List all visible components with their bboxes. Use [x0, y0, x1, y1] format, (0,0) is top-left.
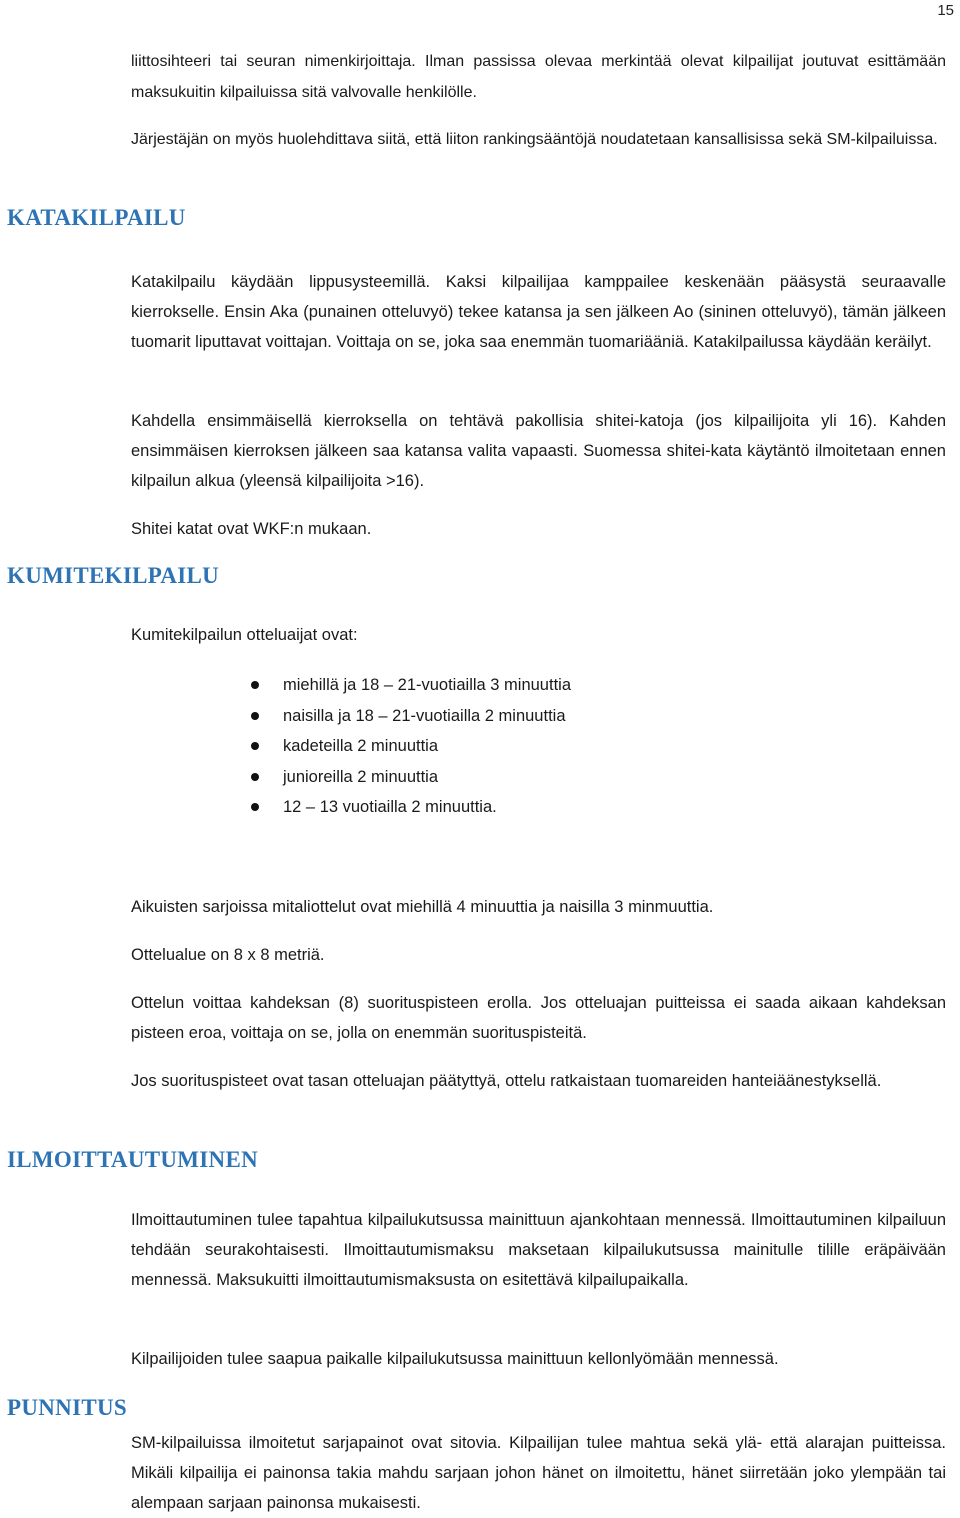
list-item [251, 792, 571, 823]
ilmoittautuminen-paragraph-1: Ilmoittautuminen tulee tapahtua kilpailukutsussa mainittuun ajankohtaan mennessä. Ilmoittautuminen kilpailuun tehdään seurakohtaisesti. Ilmoittautumismaksu maksetaan kilpailukutsussa mainitulle tilille eräpäivään mennessä. Maksukuitti ilmoittautumismaksusta on esitettävä kilpailupaikalla. [131, 1211, 946, 1289]
intro-paragraph-1: liittosihteeri tai seuran nimenkirjoittaja. Ilman passissa olevaa merkintää olevat kilpailijat joutuvat esittämään maksukuitin kilpailuissa sitä valvovalle henkilölle. [131, 53, 946, 101]
bullet-icon [251, 742, 259, 750]
kumite-paragraph-4: Jos suorituspisteet ovat tasan otteluajan päätyttyä, ottelu ratkaistaan tuomareiden hanteiäänestyksellä. [131, 1072, 882, 1090]
kata-paragraph-2: Kahdella ensimmäisellä kierroksella on tehtävä pakollisia shitei-katoja (jos kilpailijoita yli 16). Kahden ensimmäisen kierroksen jälkeen saa katansa valita vapaasti. Suomessa shitei-kata käytäntö ilmoitetaan ennen kilpailun alkua (yleensä kilpailijoita >16). [131, 412, 946, 490]
list-item [251, 670, 571, 701]
kata-paragraph-1: Katakilpailu käydään lippusysteemillä. Kaksi kilpailijaa kamppailee keskenään pääsystä seuraavalle kierrokselle. Ensin Aka (punainen otteluvyö) tekee katansa ja sen jälkeen Ao (sininen otteluvyö), tämän jälkeen tuomarit liputtavat voittajan. Voittaja on se, joka saa enemmän tuomariääniä. Katakilpailussa käydään keräilyt. [131, 273, 946, 351]
list-item [251, 762, 571, 793]
bullet-icon [251, 681, 259, 689]
kata-paragraph-3: Shitei katat ovat WKF:n mukaan. [131, 520, 372, 538]
kumite-paragraph-1: Aikuisten sarjoissa mitaliottelut ovat miehillä 4 minuuttia ja naisilla 3 minmuuttia. [131, 898, 714, 916]
section-heading-kumitekilpailu: KUMITEKILPAILU [7, 563, 220, 588]
punnitus-paragraph-1: SM-kilpailuissa ilmoitetut sarjapainot ovat sitovia. Kilpailijan tulee mahtua sekä ylä- että alarajan puitteissa. Mikäli kilpailija ei painonsa takia mahdu sarjaan johon hänet on ilmoitettu, hänet siirretään joko ylempään tai alempaan sarjaan painonsa mukaisesti. [131, 1434, 946, 1512]
list-item-text: 12 – 13 vuotiailla 2 minuuttia. [283, 798, 497, 816]
section-heading-katakilpailu: KATAKILPAILU [7, 205, 186, 230]
list-item [251, 701, 571, 732]
bullet-icon [251, 712, 259, 720]
kumite-intro: Kumitekilpailun otteluaijat ovat: [131, 626, 358, 644]
kumite-paragraph-3: Ottelun voittaa kahdeksan (8) suorituspisteen erolla. Jos otteluajan puitteissa ei saada aikaan kahdeksan pisteen eroa, voittaja on se, jolla on enemmän suorituspisteitä. [131, 994, 946, 1042]
section-heading-ilmoittautuminen: ILMOITTAUTUMINEN [7, 1147, 259, 1172]
intro-paragraph-2: Järjestäjän on myös huolehdittava siitä, että liiton rankingsääntöjä noudatetaan kansallisissa sekä SM-kilpailuissa. [131, 131, 938, 148]
ilmoittautuminen-paragraph-2: Kilpailijoiden tulee saapua paikalle kilpailukutsussa mainittuun kellonlyömään mennessä. [131, 1350, 779, 1368]
list-item [251, 731, 571, 762]
list-item-text: junioreilla 2 minuuttia [283, 767, 439, 786]
kumite-times-list [251, 670, 571, 823]
page-number: 15 [937, 2, 954, 19]
list-item-text: miehillä ja 18 – 21-vuotiailla 3 minuuttia [283, 676, 571, 694]
kumite-paragraph-2: Ottelualue on 8 x 8 metriä. [131, 946, 325, 964]
list-item-text: kadeteilla 2 minuuttia [283, 737, 439, 755]
list-item-text: naisilla ja 18 – 21-vuotiailla 2 minuuttia [283, 706, 566, 725]
section-heading-punnitus: PUNNITUS [7, 1395, 127, 1420]
bullet-icon [251, 773, 259, 781]
bullet-icon [251, 803, 259, 811]
